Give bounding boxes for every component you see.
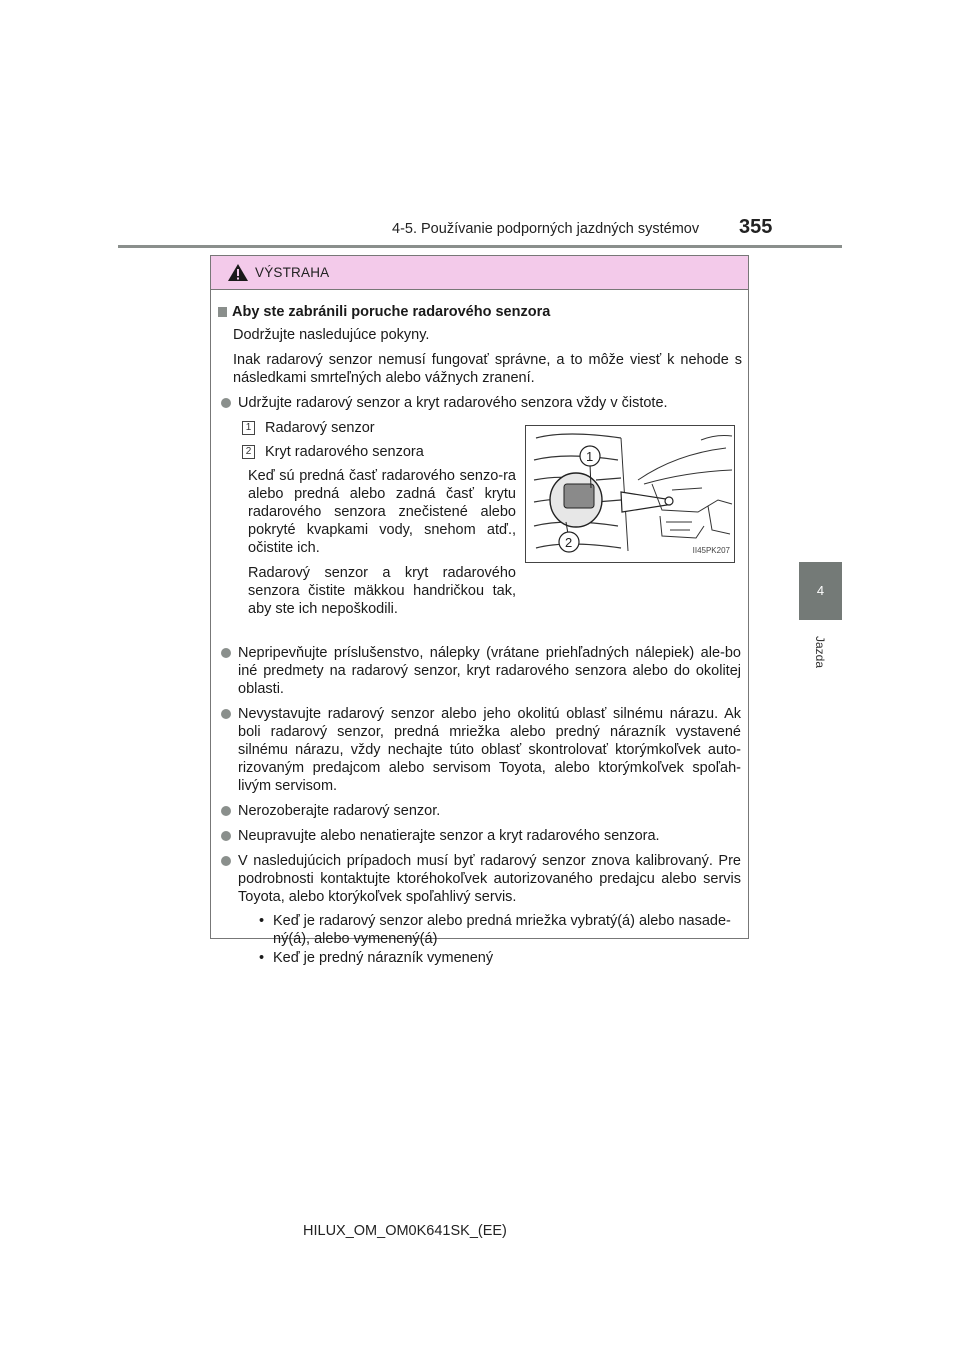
round-bullet-icon — [221, 831, 231, 841]
round-bullet-icon — [221, 648, 231, 658]
section-heading — [216, 303, 742, 321]
sub-item-text: Keď je radarový senzor alebo predná mriežka vybratý(á) alebo nasade-ný(á), alebo vymenený(á) — [273, 913, 731, 947]
sub-bullet-mark: • — [259, 950, 265, 966]
warning-header — [211, 256, 748, 290]
chapter-side-label — [813, 632, 827, 672]
callout-item — [242, 419, 516, 437]
square-bullet-icon — [218, 307, 227, 317]
callout-note-1: Keď sú predná časť radarového senzo-ra alebo predná alebo zadná časť krytu radarového senzora znečistené alebo pokryté kvapkami vody, snehom atď., očistite ich. — [248, 468, 516, 556]
section-heading-text: Aby ste zabránili poruche radarového senzora — [232, 304, 551, 320]
warning-box — [210, 255, 749, 966]
callout-list — [242, 419, 516, 625]
warning-content — [211, 290, 748, 967]
figure-code: II45PK207 — [692, 546, 730, 555]
header-rule — [118, 245, 842, 248]
footer-document-code: HILUX_OM_OM0K641SK_(EE) — [303, 1223, 507, 1239]
bullet-text: V nasledujúcich prípadoch musí byť radarový senzor znova kalibrovaný. Pre podrobnosti kontaktujte ktoréhokoľvek autorizovaného predajcu alebo servis Toyota, alebo ktorýkoľvek spoľahlivý servis. — [238, 853, 741, 905]
radar-sensor-shape — [564, 484, 594, 508]
intro-paragraph-2: Inak radarový senzor nemusí fungovať správne, a to môže viesť k nehode s následkami smrteľných alebo vážnych zranení. — [233, 352, 742, 386]
bullet-text: Nepripevňujte príslušenstvo, nálepky (vrátane priehľadných nálepiek) ale-bo iné predmety na radarový senzor, kryt radarového senzora alebo do okolitej oblasti. — [238, 645, 741, 697]
callout-item — [242, 443, 516, 461]
bullet-item — [216, 705, 742, 795]
round-bullet-icon — [221, 709, 231, 719]
svg-text:1: 1 — [586, 449, 594, 464]
figure-block — [216, 419, 742, 637]
page-number: 355 — [739, 216, 773, 238]
callout-note-2: Radarový senzor a kryt radarového senzora čistite mäkkou handričkou tak, aby ste ich nepoškodili. — [248, 565, 516, 617]
bullet-item — [216, 852, 742, 906]
warning-title: VÝSTRAHA — [255, 265, 330, 280]
callout-label: Kryt radarového senzora — [265, 444, 424, 460]
sub-bullet-mark: • — [259, 913, 265, 929]
callout-number: 1 — [242, 421, 255, 435]
round-bullet-icon — [221, 806, 231, 816]
chapter-label-text: Jazda — [813, 635, 827, 669]
round-bullet-icon — [221, 856, 231, 866]
bullet-text: Nerozoberajte radarový senzor. — [238, 803, 441, 819]
sub-item-text: Keď je predný nárazník vymenený — [273, 950, 494, 966]
bullet-text: Udržujte radarový senzor a kryt radarového senzora vždy v čistote. — [238, 395, 668, 411]
chapter-number: 4 — [816, 583, 825, 598]
sub-list-item — [259, 912, 742, 948]
sub-list — [216, 912, 742, 967]
intro-paragraph-1: Dodržujte nasledujúce pokyny. — [233, 327, 430, 343]
bullet-item — [216, 644, 742, 698]
svg-text:2: 2 — [565, 535, 573, 550]
warning-triangle-icon — [227, 263, 249, 282]
bullet-text: Nevystavujte radarový senzor alebo jeho okolitú oblasť silnému nárazu. Ak boli radarový senzor, predná mriežka alebo predný nárazník vystavené silnému nárazu, vždy nechajte túto oblasť skontrolovať ktorýmkoľvek auto-rizovaným predajcom alebo servisom Toyota, alebo ktorýmkoľvek spoľah-livým servisom. — [238, 706, 741, 794]
page-header-title: 4-5. Používanie podporných jazdných systémov — [392, 221, 700, 237]
sensor-figure — [525, 425, 735, 563]
round-bullet-icon — [221, 398, 231, 408]
bullet-text: Neupravujte alebo nenatierajte senzor a kryt radarového senzora. — [238, 828, 660, 844]
sub-list-item — [259, 949, 742, 967]
bullet-item — [216, 394, 742, 412]
chapter-side-tab[interactable] — [799, 562, 842, 620]
bullet-item — [216, 827, 742, 845]
callout-number: 2 — [242, 445, 255, 459]
callout-label: Radarový senzor — [265, 420, 375, 436]
bullet-item — [216, 802, 742, 820]
